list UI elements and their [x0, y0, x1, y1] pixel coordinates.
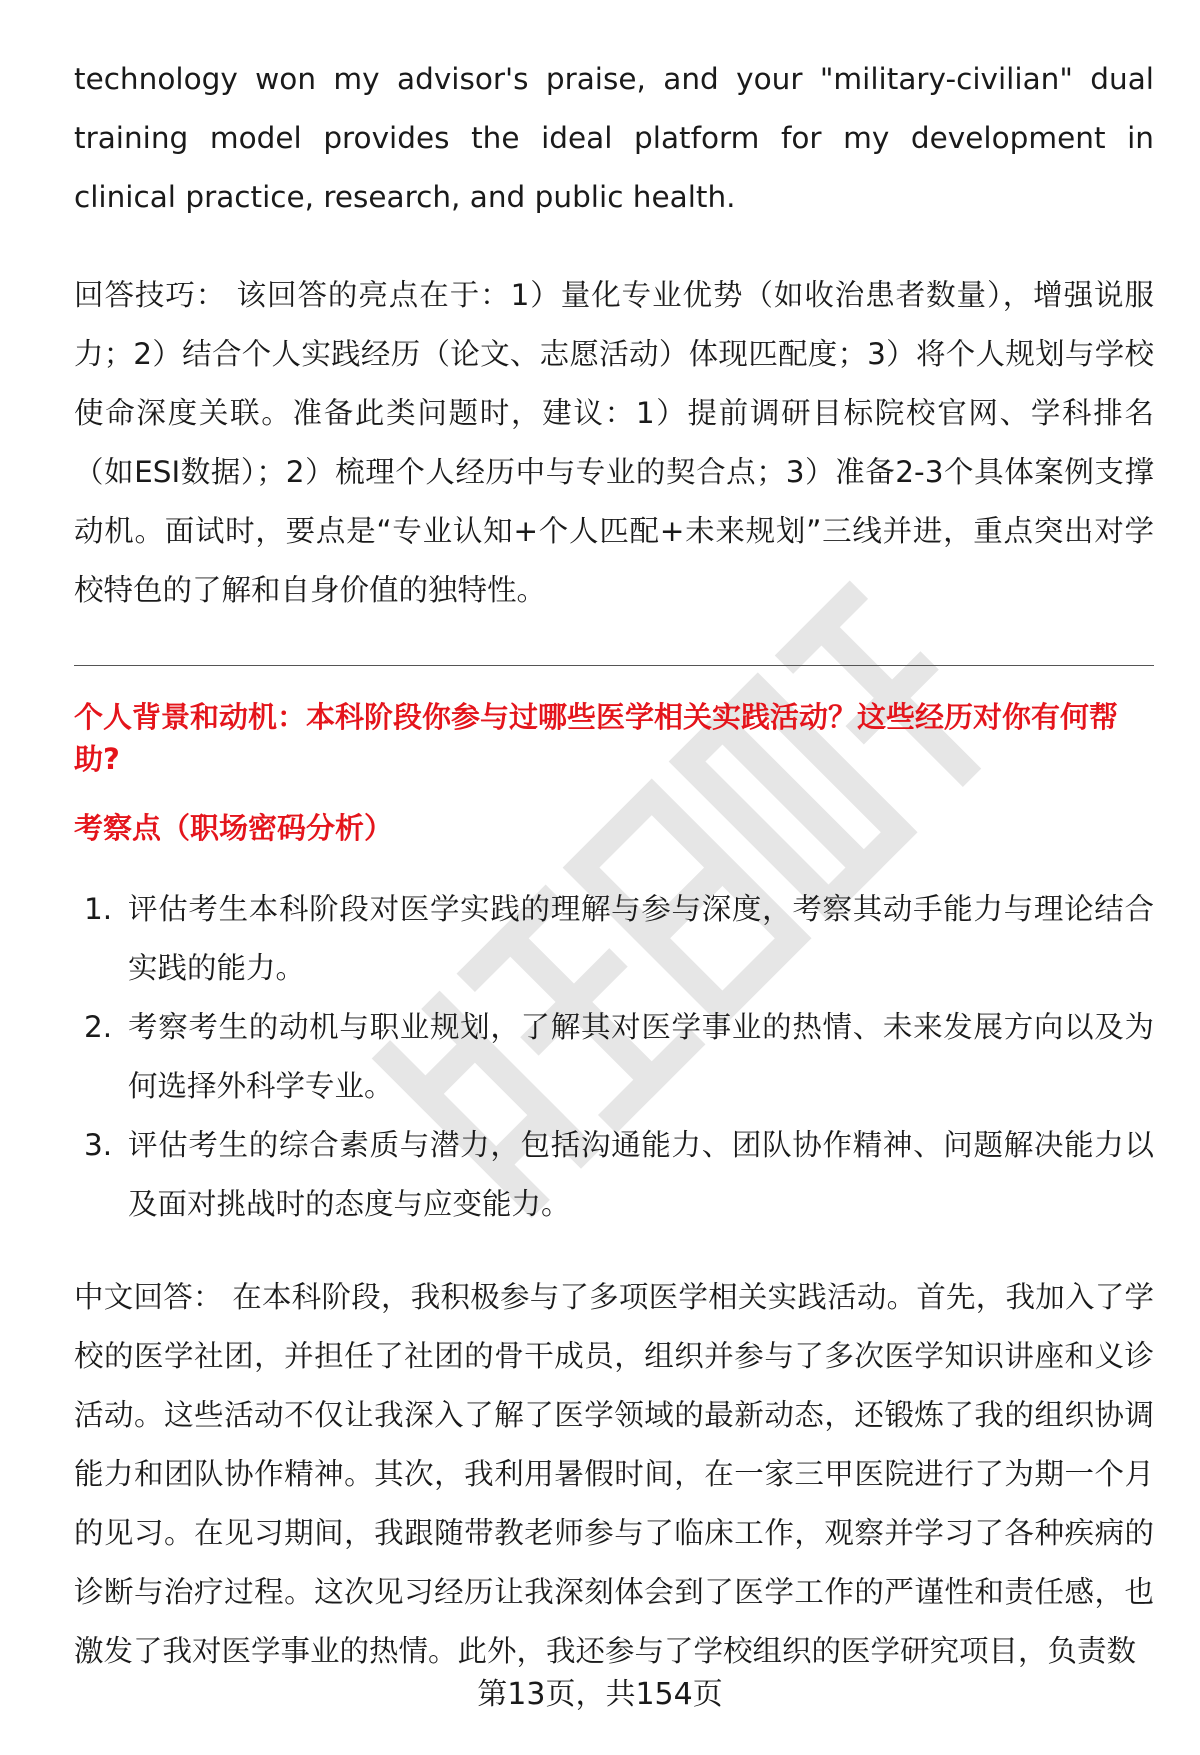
list-item-text: 考察考生的动机与职业规划，了解其对医学事业的热情、未来发展方向以及为何选择外科学专业。 [128, 1010, 1154, 1103]
list-item-text: 评估考生的综合素质与潜力，包括沟通能力、团队协作精神、问题解决能力以及面对挑战时的态度与应变能力。 [128, 1128, 1154, 1221]
list-item-text: 评估考生本科阶段对医学实践的理解与参与深度，考察其动手能力与理论结合实践的能力。 [128, 892, 1154, 985]
answer-paragraph: 中文回答： 在本科阶段，我积极参与了多项医学相关实践活动。首先，我加入了学校的医学社团，并担任了社团的骨干成员，组织并参与了多次医学知识讲座和义诊活动。这些活动不仅让我深入了解了医学领域的最新动态，还锻炼了我的组织协调能力和团队协作精神。其次，我利用暑假时间，在一家三甲医院进行了为期一个月的见习。在见习期间，我跟随带教老师参与了临床工作，观察并学习了各种疾病的诊断与治疗过程。这次见习经历让我深刻体会到了医学工作的严谨性和责任感，也激发了我对医学事业的热情。此外，我还参与了学校组织的医学研究项目，负责数 [74, 1280, 1154, 1668]
page-number-footer: 第13页，共154页 [477, 1677, 723, 1712]
tips-block [74, 266, 1154, 620]
list-item [74, 998, 1154, 1116]
tips-paragraph: 回答技巧： 该回答的亮点在于：1）量化专业优势（如收治患者数量），增强说服力；2）结合个人实践经历（论文、志愿活动）体现匹配度；3）将个人规划与学校使命深度关联。准备此类问题时，建议：1）提前调研目标院校官网、学科排名（如ESI数据）；2）梳理个人经历中与专业的契合点；3）准备2-3个具体案例支撑动机。面试时，要点是“专业认知+个人匹配+未来规划”三线并进，重点突出对学校特色的了解和自身价值的独特性。 [74, 278, 1154, 607]
section-divider [74, 665, 1154, 666]
section-label: 考察点（职场密码分析） [74, 811, 394, 845]
answer-block [74, 1268, 1154, 1681]
intro-block [74, 50, 1154, 227]
intro-paragraph: technology won my advisor's praise, and your "military-civilian" dual training model provides the ideal platform for my development in clinical practice, research, and public health. [74, 62, 1154, 214]
assessment-points-list [74, 880, 1154, 1234]
list-item [74, 880, 1154, 998]
list-item-number: 3. [84, 1128, 113, 1162]
question-heading: 个人背景和动机：本科阶段你参与过哪些医学相关实践活动？这些经历对你有何帮助? [74, 700, 1119, 776]
list-item [74, 1116, 1154, 1234]
list-item-number: 2. [84, 1010, 113, 1044]
list-item-number: 1. [84, 892, 113, 926]
